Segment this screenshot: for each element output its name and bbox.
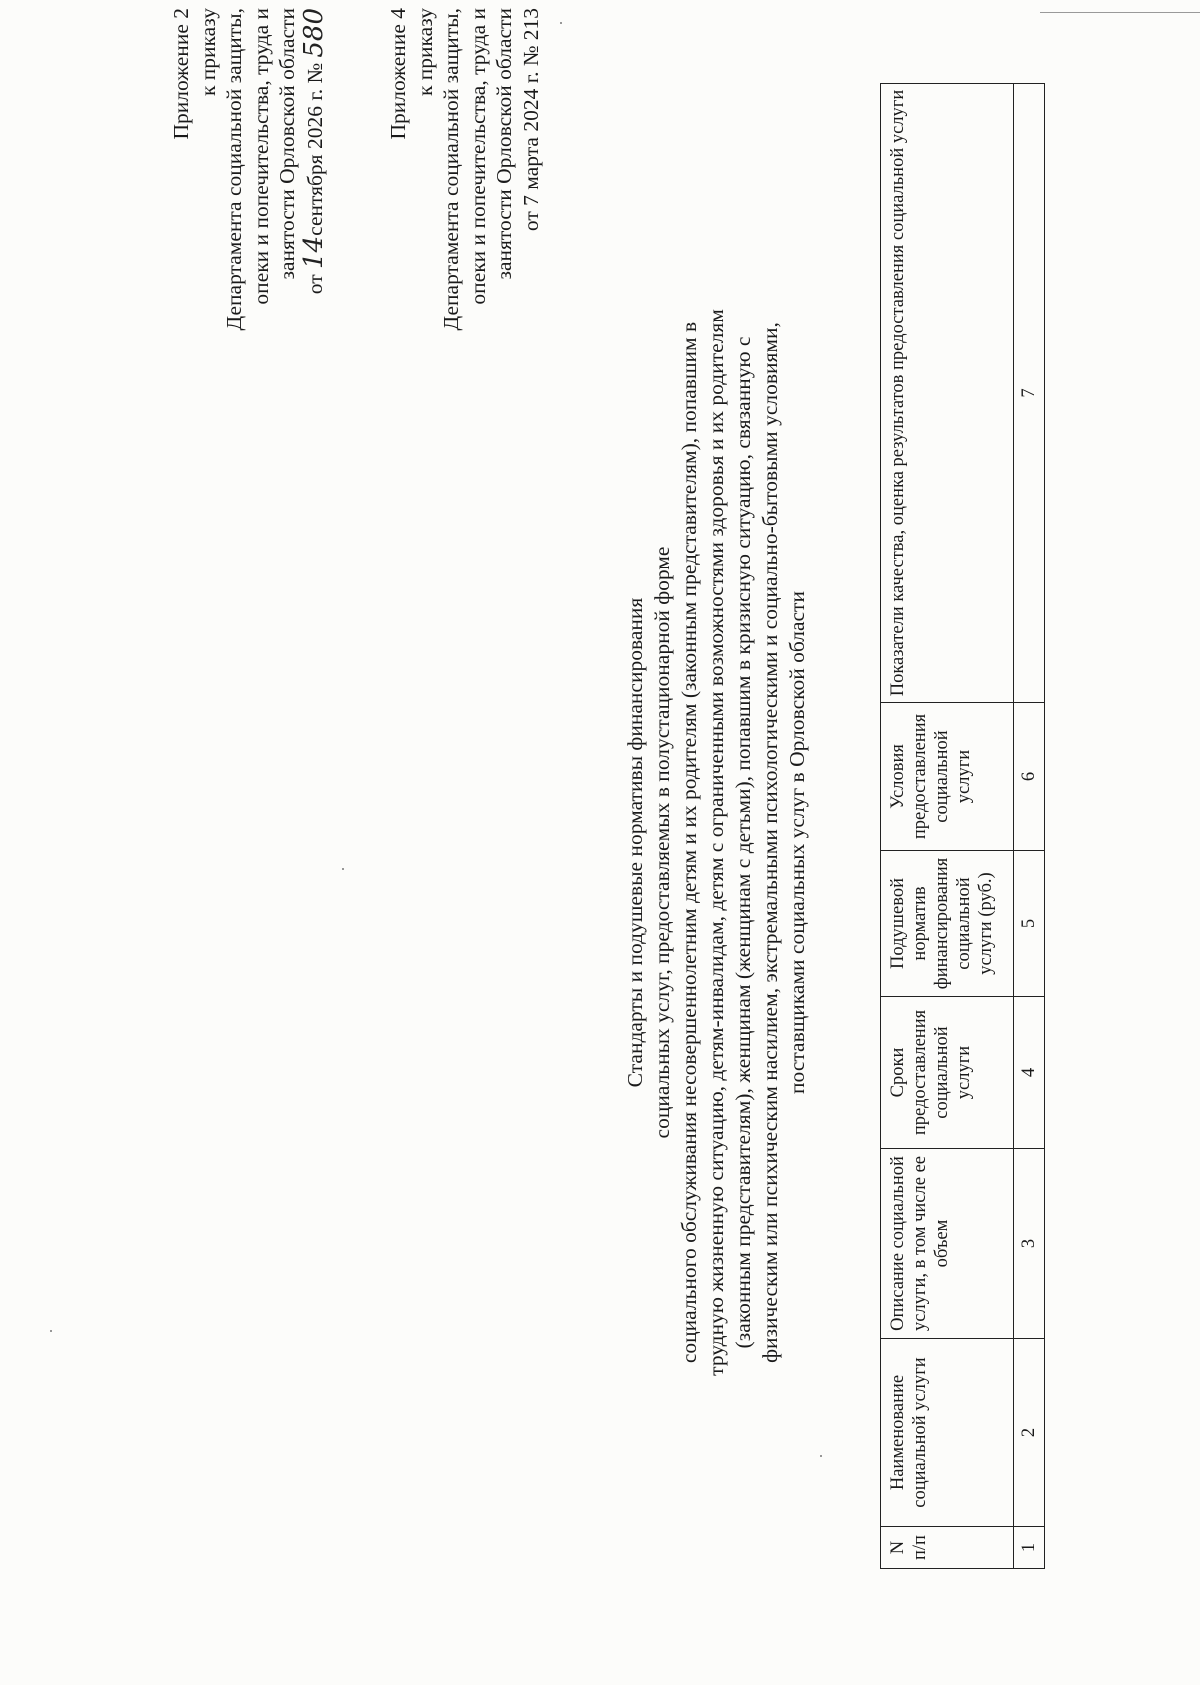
- column-number-cell: 4: [1014, 997, 1045, 1149]
- column-number-cell: 3: [1014, 1149, 1045, 1339]
- appendix-line: Приложение 2: [169, 8, 193, 140]
- handwritten-number: 580: [298, 8, 329, 58]
- column-number-cell: 6: [1014, 703, 1045, 851]
- title-line: (законным представителям), женщинам (женщинам с детьми), попавшим в кризисную ситуацию, связанную с: [731, 336, 755, 1349]
- column-number-cell: 2: [1014, 1339, 1045, 1527]
- appendix-line: к приказу: [195, 8, 220, 97]
- date-rest: сентября 2026 г. №: [302, 63, 327, 236]
- header-cell-quality: Показатели качества, оценка результатов предоставления социальной услуги: [881, 84, 1014, 703]
- header-cell-number: N п/п: [881, 1527, 1014, 1569]
- appendix-line: занятости Орловской области: [492, 8, 516, 280]
- column-number-cell: 7: [1014, 84, 1045, 703]
- appendix-line: занятости Орловской области: [275, 8, 299, 280]
- appendix-line: Приложение 4: [386, 8, 410, 140]
- header-cell-conditions: Условия предоставления социальной услуги: [881, 703, 1014, 851]
- date-prefix: от: [302, 274, 327, 295]
- header-cell-norm: Подушевой норматив финансирования социальной услуги (руб.): [881, 851, 1014, 997]
- standards-table: [880, 83, 1045, 1569]
- appendix-line: к приказу: [412, 8, 437, 97]
- column-number-cell: 1: [1014, 1527, 1045, 1569]
- title-line: физическим или психическим насилием, экстремальными психологическими и социально-бытовыми условиями,: [758, 322, 782, 1363]
- document-title: [622, 40, 811, 1645]
- table-numbering-row: [1014, 84, 1045, 1569]
- appendix-line: опеки и попечительства, труда и: [465, 8, 490, 305]
- table-header-row: [881, 84, 1014, 1569]
- appendix-line: Департамента социальной защиты,: [439, 8, 463, 331]
- header-cell-name: Наименование социальной услуги: [881, 1339, 1014, 1527]
- appendix-line: от 7 марта 2024 г. № 213: [518, 8, 543, 232]
- handwritten-day: 14: [298, 235, 329, 269]
- column-number-cell: 5: [1014, 851, 1045, 997]
- title-line: трудную жизненную ситуацию, детям-инвалидам, детям с ограниченными возможностями здоровья и их родителям: [704, 309, 728, 1376]
- title-line: социального обслуживания несовершеннолетним детям и их родителям (законным представителям), попавшим в: [677, 321, 701, 1364]
- appendix-line: Департамента социальной защиты,: [222, 8, 246, 331]
- title-line: Стандарты и подушевые нормативы финансирования: [623, 597, 647, 1088]
- header-cell-terms: Сроки предоставления социальной услуги: [881, 997, 1014, 1149]
- title-line: социальных услуг, предоставляемых в полустационарной форме: [650, 546, 674, 1139]
- header-cell-description: Описание социальной услуги, в том числе ее объем: [881, 1149, 1014, 1339]
- appendix-4-block: [385, 8, 544, 330]
- appendix-2-block: [168, 8, 328, 330]
- appendix-line: опеки и попечительства, труда и: [248, 8, 273, 305]
- title-line: поставщиками социальных услуг в Орловской области: [785, 591, 809, 1094]
- appendix-date-line: [298, 8, 329, 330]
